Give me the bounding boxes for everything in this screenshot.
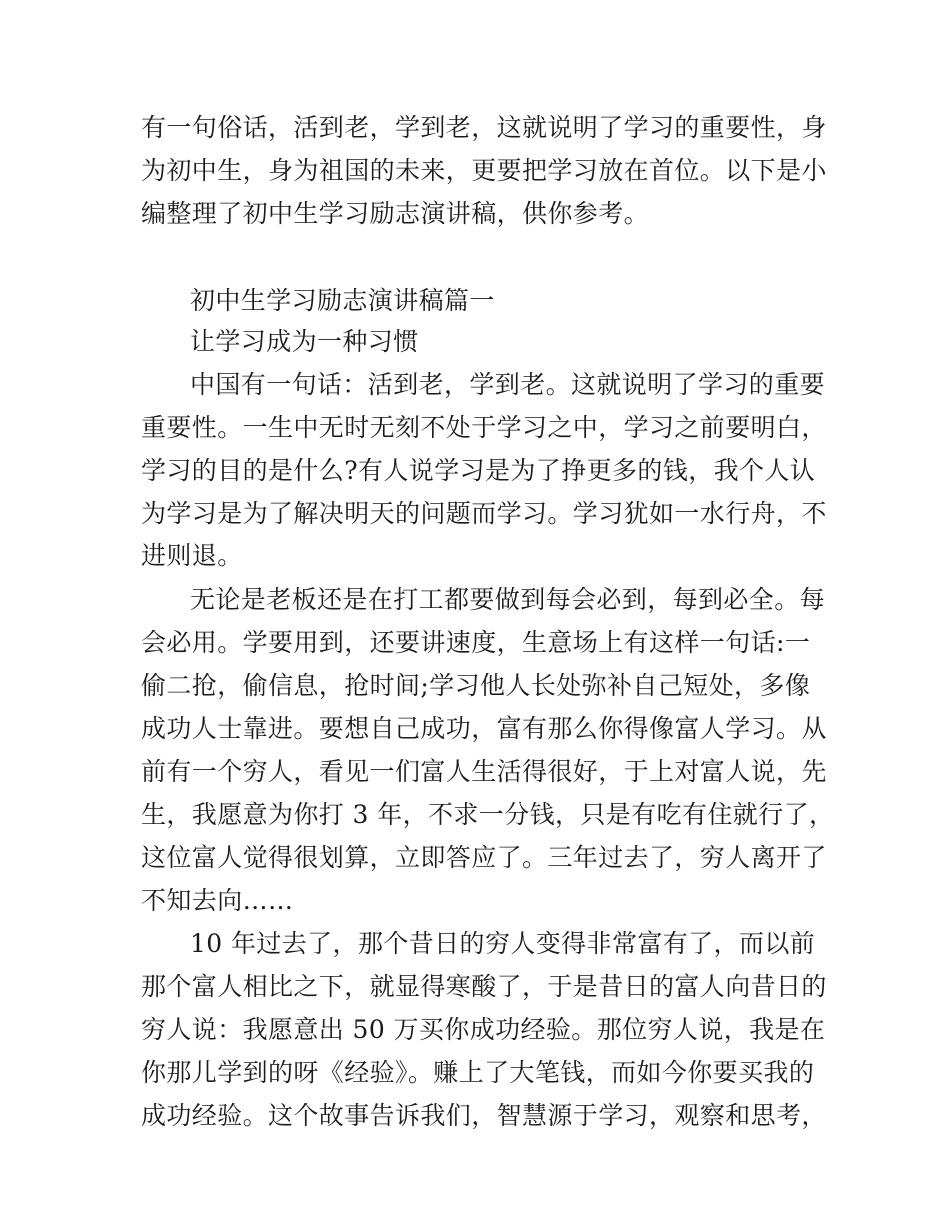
- paragraph-line: 这位富人觉得很划算，立即答应了。三年过去了，穷人离开了: [141, 843, 827, 872]
- paragraph-line: 那个富人相比之下，就显得寒酸了，于是昔日的富人向昔日的: [141, 972, 827, 1001]
- paragraph-line: 生，我愿意为你打 3 年，不求一分钱，只是有吃有住就行了，: [141, 800, 835, 829]
- intro-line: 为初中生，身为祖国的未来，更要把学习放在首位。以下是小: [141, 156, 827, 185]
- paragraph-line: 为学习是为了解决明天的问题而学习。学习犹如一水行舟，不: [141, 499, 827, 528]
- paragraph-line: 中国有一句话：活到老，学到老。这就说明了学习的重要: [190, 370, 826, 399]
- intro-line: 有一句俗话，活到老，学到老，这就说明了学习的重要性，身: [141, 113, 827, 142]
- paragraph-line: 成功人士靠进。要想自己成功，富有那么你得像富人学习。从: [141, 714, 827, 743]
- paragraph-line: 学习的目的是什么?有人说学习是为了挣更多的钱，我个人认: [141, 456, 816, 485]
- paragraph-line: 偷二抢，偷信息，抢时间;学习他人长处弥补自己短处，多像: [141, 671, 811, 700]
- paragraph-line: 进则退。: [141, 541, 243, 570]
- paragraph-line: 会必用。学要用到，还要讲速度，生意场上有这样一句话:一: [141, 628, 811, 657]
- paragraph-line: 重要性。一生中无时无刻不处于学习之中，学习之前要明白，: [141, 413, 827, 442]
- paragraph-line: 成功经验。这个故事告诉我们，智慧源于学习，观察和思考，: [141, 1101, 827, 1130]
- intro-line: 编整理了初中生学习励志演讲稿，供你参考。: [141, 199, 650, 228]
- subtitle: 让学习成为一种习惯: [190, 327, 419, 356]
- paragraph-line: 你那儿学到的呀《经验》。赚上了大笔钱，而如今你要买我的: [141, 1058, 815, 1087]
- paragraph-line: 穷人说：我愿意出 50 万买你成功经验。那位穷人说，我是在: [141, 1015, 826, 1044]
- paragraph-line: 10 年过去了，那个昔日的穷人变得非常富有了，而以前: [190, 929, 816, 958]
- section-title: 初中生学习励志演讲稿篇一: [190, 286, 495, 315]
- paragraph-line: 前有一个穷人，看见一们富人生活得很好，于上对富人说，先: [141, 757, 827, 786]
- paragraph-line: 无论是老板还是在打工都要做到每会必到，每到必全。每: [190, 585, 826, 614]
- paragraph-line: 不知去向……: [141, 886, 294, 915]
